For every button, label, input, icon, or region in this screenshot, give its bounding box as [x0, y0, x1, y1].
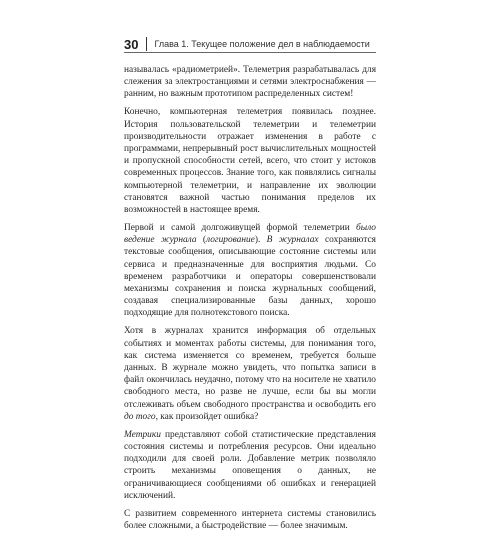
- text-run: , как произойдет ошибка?: [155, 411, 259, 422]
- header-rule: [124, 52, 376, 53]
- italic-term: В журналах: [266, 235, 319, 246]
- running-header: [124, 36, 370, 52]
- text-run: называлась «радиометрией». Телеметрия разрабатывалась для слежения за электростанциями и сетями электроснабжения — ранним, но важным прототипом распределенных систем!: [124, 65, 376, 100]
- body-text: [124, 64, 376, 538]
- text-run: представляют собой статистические представления состояния системы и потребления ресурсов. Они идеально подходили для своей роли. Добавление метрик позволяло строить механизмы оповещения о данных, не ограничивающиеся сообщениями об ошибках и генерацией исключений.: [124, 429, 376, 501]
- paragraph: [124, 64, 376, 101]
- paragraph: [124, 325, 376, 423]
- text-run: Хотя в журналах хранится информация об отдельных событиях и моментах работы системы, для понимания того, как система изменяется со временем, требуется больше данных. В журнале можно увидеть, что попытка записи в файл окончилась неудачно, потому что на носителе не хватило свободного места, но разве не лучше, если бы вы могли отслеживать объем свободного пространства и освободить его: [124, 326, 376, 410]
- paragraph: [124, 429, 376, 502]
- text-run: Конечно, компьютерная телеметрия появилась позднее. История пользовательской телеметрии и телеметрии производительности отражает изменения в работе с программами, непрерывный рост вычислительных мощностей и пропускной способности сетей, всего, что стоит у истоков современных процессов. Знание того, как появлялись сигналы компьютерной телеметрии, и направление их эволюции становятся важной частью понимания пределов их возможностей в настоящее время.: [124, 107, 376, 216]
- italic-term: логирование: [206, 235, 255, 246]
- paragraph: [124, 106, 376, 216]
- header-separator: [146, 37, 147, 51]
- text-run: (: [196, 235, 207, 246]
- page-number: 30: [124, 36, 139, 52]
- chapter-title: Глава 1. Текущее положение дел в наблюдаемости: [154, 39, 370, 49]
- italic-term: до того: [124, 411, 156, 422]
- text-run: С развитием современного интернета системы становились более сложными, а быстродействие — более значимым.: [124, 508, 376, 532]
- text-run: ).: [254, 235, 267, 246]
- text-run: сохраняются текстовые сообщения, описывающие состояние системы или сервиса и предназначенные для восприятия людьми. Со временем разработчики и операторы совершенствовали механизмы сохранения и поиска журнальных сообщений, создавая специализированные базы данных, хорошо подходящие для полнотекстового поиска.: [124, 235, 376, 319]
- text-run: Первой и самой долгоживущей формой телеметрии: [124, 223, 357, 234]
- paragraph: [124, 222, 376, 320]
- paragraph: [124, 508, 376, 532]
- italic-term: Метрики: [124, 429, 161, 440]
- italic-term: было ведение журнала: [124, 223, 376, 246]
